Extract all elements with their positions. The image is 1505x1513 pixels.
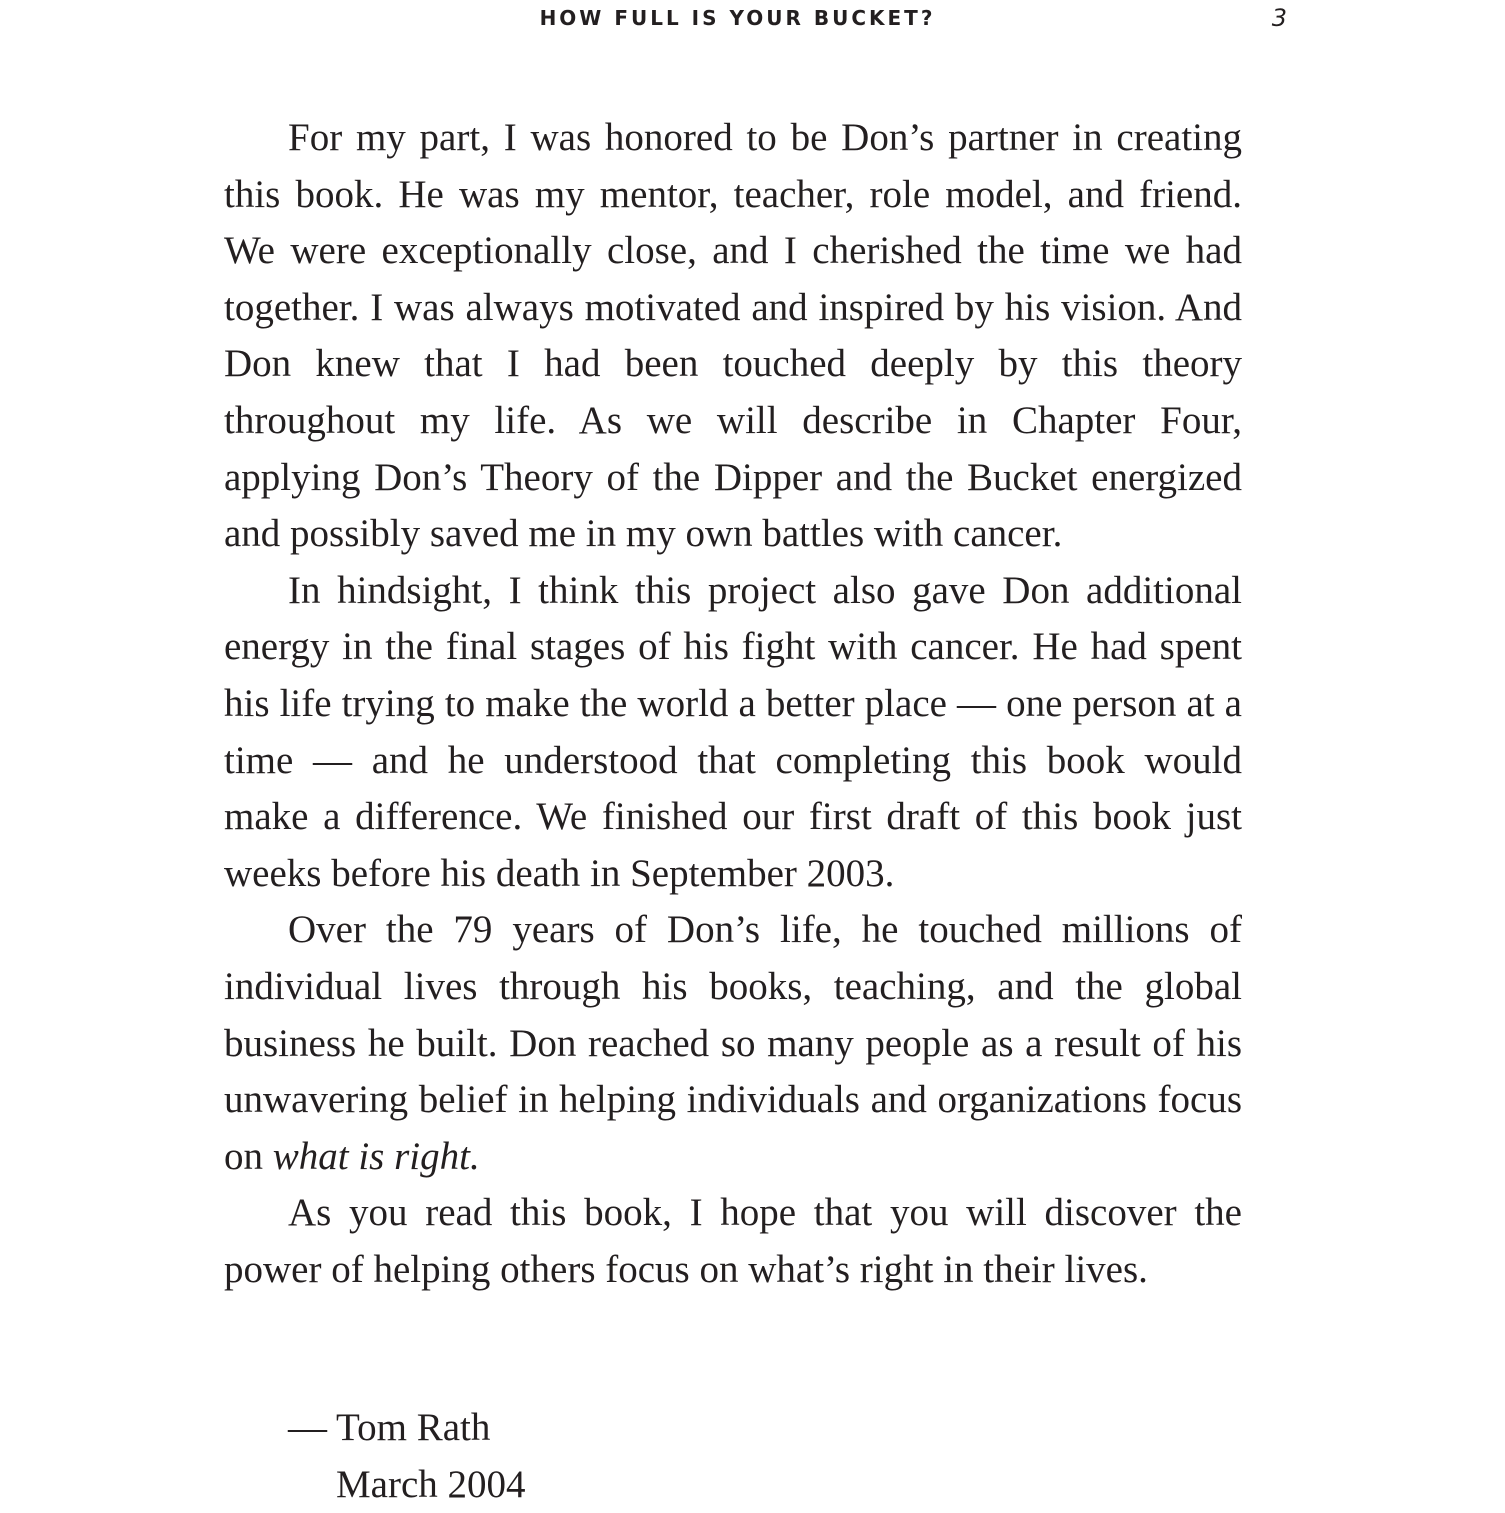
body-text xyxy=(224,110,1242,1298)
signature-date: March 2004 xyxy=(336,1462,526,1506)
signature-block xyxy=(288,1400,526,1513)
paragraph-1: For my part, I was honored to be Don’s partner in creating this book. He was my mentor, teacher, role model, and friend. We were exceptionally close, and I cherished the time we had together. I was always motivated and inspired by his vision. And Don knew that I had been touched deeply by this theory throughout my life. As we will describe in Chapter Four, applying Don’s Theory of the Dipper and the Bucket energized and possibly saved me in my own battles with cancer. xyxy=(224,116,1242,556)
signature-author: — Tom Rath xyxy=(288,1406,491,1449)
paragraph-4: As you read this book, I hope that you will discover the power of helping others focus on what’s right in their lives. xyxy=(224,1191,1242,1291)
page-number: 3 xyxy=(1271,4,1287,32)
running-title: HOW FULL IS YOUR BUCKET? xyxy=(539,6,936,30)
paragraph-2: In hindsight, I think this project also gave Don additional energy in the final stages of his fight with cancer. He had spent his life trying to make the world a better place — one person at a time — and he understood that completing this book would make a difference. We finished our first draft of this book just weeks before his death in September 2003. xyxy=(224,568,1242,895)
paragraph-3 xyxy=(224,902,1242,1185)
paragraph-3-text: Over the 79 years of Don’s life, he touched millions of individual lives through his books, teaching, and the global business he built. Don reached so many people as a result of his unwavering belief in helping individuals and organizations focus on xyxy=(224,908,1242,1178)
paragraph-3-emphasis: what is right. xyxy=(272,1134,480,1178)
